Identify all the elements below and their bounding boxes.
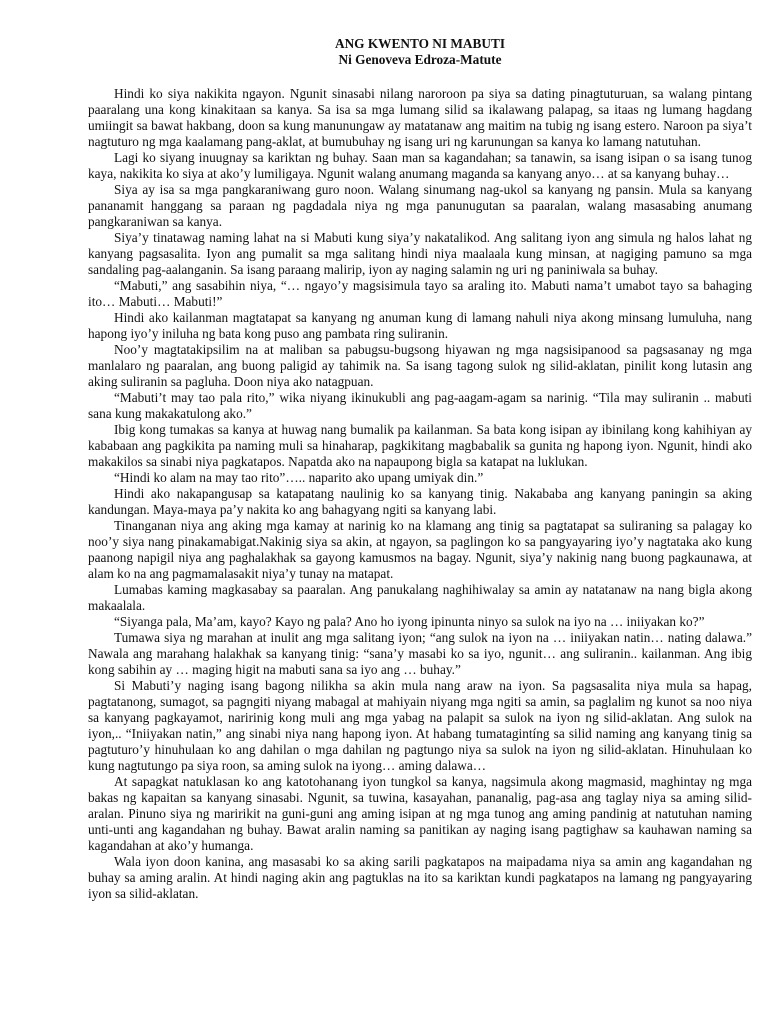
paragraph-9: Ibig kong tumakas sa kanya at huwag nang bumalik pa kailanman. Sa bata kong isipan ay ibinilang kong kahihiyan ay kababaan ang pagkikita pa naming muli sa hinaharap, pagkikitang magbabalik sa gunita ng hapong iyon. Ngunit, hindi ako makakilos sa sinabi niya pagkatapos. Napatda ako na napaupong bigla sa katapat na luklukan. [88, 422, 752, 469]
paragraph-2: Lagi ko siyang inuugnay sa kariktan ng buhay. Saan man sa kagandahan; sa tanawin, sa isang isipan o sa isang tunog kaya, nakikita ko siya at ako’y lumiligaya. Ngunit walang anumang maganda sa kanyang anyo… at sa kanyang buhay… [88, 150, 752, 181]
paragraph-8: “Mabuti’t may tao pala rito,” wika niyang ikinukubli ang pag-aagam-agam sa narinig. “Tila may suliranin .. mabuti sana kung makakatulong ako.” [88, 390, 752, 421]
paragraph-12: Tinanganan niya ang aking mga kamay at narinig ko na klamang ang tinig sa pagtatapat sa suliraning sa palagay ko noo’y siya nang pinakamabigat.Nakinig siya sa akin, at ngayon, sa paglingon ko sa pangyayaring iyo’y nagtataka ako kung paanong napigil niya ang paghalakhak sa gayong kamusmos na bagay. Ngunit, siya’y nakinig nang buong pagkaunawa, at alam ko na ang pagmamalasakit niya’y tunay na matapat. [88, 518, 752, 581]
paragraph-15: Tumawa siya ng marahan at inulit ang mga salitang iyon; “ang sulok na iyon na … iniiyakan natin… nating dalawa.” Nawala ang marahang halakhak sa kanyang tinig: “sana’y masabi ko sa iyo, ngunit… ang suliranin.. kailanman. Ang ibig kong sabihin ay … maging higit na mabuti sana sa iyo ang … buhay.” [88, 630, 752, 677]
paragraph-1: Hindi ko siya nakikita ngayon. Ngunit sinasabi nilang naroroon pa siya sa dating pinagtuturuan, sa walang pintang paaralang una kong kinakitaan sa kanya. Sa isa sa mga lumang silid sa ikalawang palapag, sa itaas ng lumang hagdang umiingit sa bawat hakbang, doon sa kung manunungaw ay matatanaw ang maitim na tubig ng isang estero. Naroon pa siya’t nagtuturo ng mga kaalamang pang-aklat, at bumubuhay ng isang uri ng karunungan sa kanya ko lamang natutuhan. [88, 86, 752, 149]
paragraph-6: Hindi ako kailanman magtatapat sa kanyang ng anuman kung di lamang nahuli niya akong minsang lumuluha, nang hapong iyo’y iniluha ng bata kong puso ang pambata ring suliranin. [88, 310, 752, 341]
document-page [88, 36, 752, 902]
paragraph-4: Siya’y tinatawag naming lahat na si Mabuti kung siya’y nakatalikod. Ang salitang iyon ang simula ng halos lahat ng kanyang pagsasalita. Iyon ang pumalit sa mga salitang hindi niya maalaala kung minsan, at nagiging pamuno sa mga sandaling pag-aalanganin. Sa isang paraang malirip, iyon ay naging salamin ng uri ng paniniwala sa buhay. [88, 230, 752, 277]
paragraph-7: Noo’y magtatakipsilim na at maliban sa pabugsu-bugsong hiyawan ng mga nagsisipanood sa pagsasanay ng mga manlalaro ng paaralan, ang buong paligid ay tahimik na. Sa isang tagong sulok ng silid-aklatan, pinilit kong lutasin ang aking suliranin sa pagluha. Doon niya ako natagpuan. [88, 342, 752, 389]
document-title: ANG KWENTO NI MABUTI [334, 36, 506, 51]
paragraph-11: Hindi ako nakapangusap sa katapatang naulinig ko sa kanyang tinig. Nakababa ang kanyang paningin sa aking kandungan. Maya-maya pa’y nakita ko ang bahagyang ngiti sa kanyang labi. [88, 486, 752, 517]
paragraph-3: Siya ay isa sa mga pangkaraniwang guro noon. Walang sinumang nag-ukol sa kanyang ng pansin. Mula sa kanyang pananamit hanggang sa paraan ng pagdadala niya ng mga panunugutan sa paaralan, walang masasabing anumang pangkaraniwan sa kanya. [88, 182, 752, 229]
paragraph-18: Wala iyon doon kanina, ang masasabi ko sa aking sarili pagkatapos na maipadama niya sa amin ang kagandahan ng buhay sa aming aralin. At hindi naging akin ang pagtuklas na ito sa kariktan kundi pagkatapos na lamang ng pangyayaring iyon sa silid-aklatan. [88, 854, 752, 901]
paragraph-13: Lumabas kaming magkasabay sa paaralan. Ang panukalang naghihiwalay sa amin ay natatanaw na nang bigla akong makaalala. [88, 582, 752, 613]
paragraph-14: “Siyanga pala, Ma’am, kayo? Kayo ng pala? Ano ho iyong ipinunta ninyo sa sulok na iyo na … iniiyakan ko?” [114, 614, 705, 629]
paragraph-5: “Mabuti,” ang sasabihin niya, “… ngayo’y magsisimula tayo sa araling ito. Mabuti nama’t umabot tayo sa bahaging ito… Mabuti… Mabuti!” [88, 278, 752, 309]
document-author: Ni Genoveva Edroza-Matute [338, 52, 502, 67]
title-spacer [88, 68, 752, 86]
paragraph-16: Si Mabuti’y naging isang bagong nilikha sa akin mula nang araw na iyon. Sa pagsasalita niya mula sa hapag, pagtatanong, sumagot, sa pagngiti niyang mabagal at mahiyain niyang mga ngiti sa amin, sa paglalim ng kunot sa noo niya sa kanyang pagkayamot, naririnig kong muli ang mga yabag na palapit sa sulok na iyon ng silid-aklatan. Ang sulok na iyon,.. “Iniiyakan natin,” ang sinabi niya nang hapong iyon. At habang tumatagintíng sa silid naming ang kanyang tinig sa pagtuturo’y hinuhulaan ko ang dahilan o mga dahilan ng pagtungo niya sa sulok na iyon ng silid-aklatan. Hinuhulaan ko kung nagtutungo pa siya roon, sa aming sulok na iyong… aming dalawa… [88, 678, 752, 773]
paragraph-17: At sapagkat natuklasan ko ang katotohanang iyon tungkol sa kanya, nagsimula akong magmasid, maghintay ng mga bakas ng kapaitan sa kanyang sinasabi. Ngunit, sa tuwina, kasayahan, pananalig, pag-asa ang taglay niya sa aming silid-aralan. Pinuno siya ng maririkit na guni-guni ang aming isipan at ng mga tunog ang aming pandinig at natutuhan naming unti-unti ang kagandahan ng buhay. Bawat aralin naming sa panitikan ay naging isang pagtighaw sa kauhawan naming sa kagandahan at ako’y humanga. [88, 774, 752, 853]
paragraph-10: “Hindi ko alam na may tao rito”….. naparito ako upang umiyak din.” [114, 470, 484, 485]
